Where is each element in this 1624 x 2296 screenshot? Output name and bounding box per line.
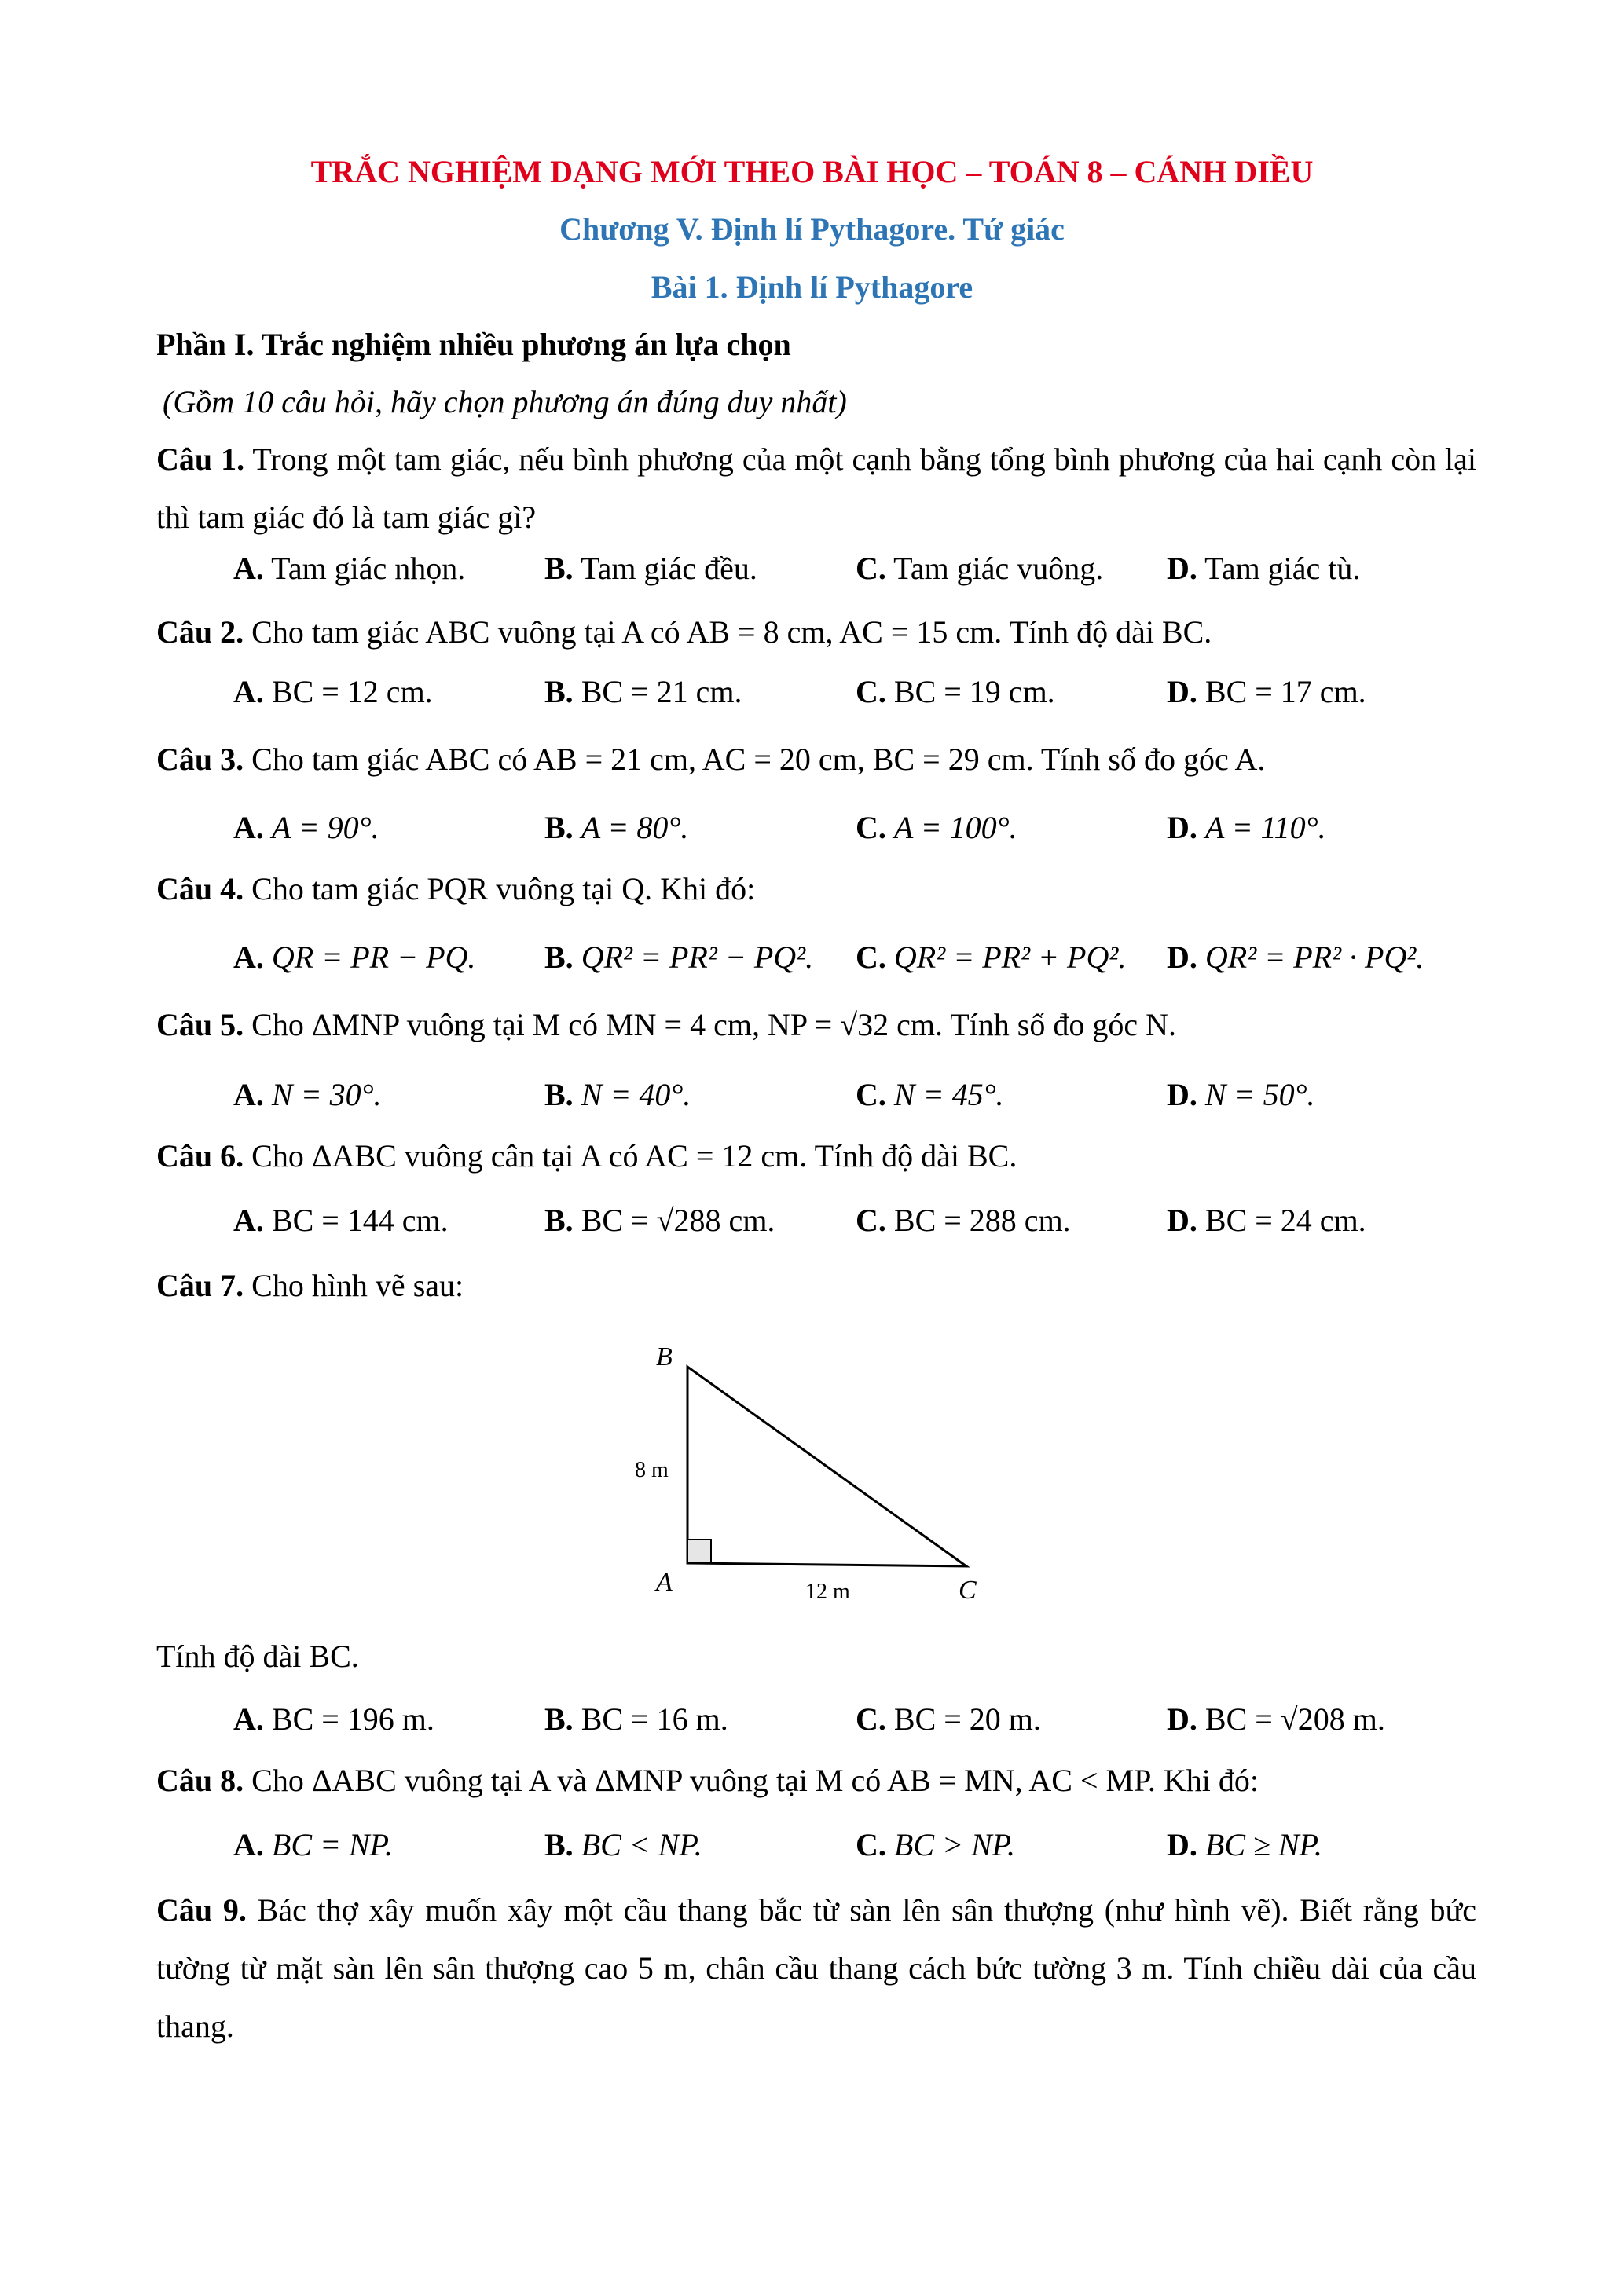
question-label: Câu 4.: [156, 871, 244, 906]
question-1-options: [233, 550, 1490, 597]
question-text: Cho tam giác PQR vuông tại Q. Khi đó:: [251, 871, 756, 906]
option-b: B. BC = 21 cm.: [544, 674, 742, 709]
option-d: D. A = 110°.: [1167, 810, 1326, 845]
side-ab-length: 8 m: [635, 1458, 669, 1482]
question-text: Trong một tam giác, nếu bình phương của một cạnh bằng tổng bình phương của hai cạnh còn lại thì tam giác đó là tam giác gì?: [156, 441, 1477, 535]
question-6-options: [233, 1202, 1490, 1249]
question-text: Cho ΔABC vuông cân tại A có AC = 12 cm. Tính độ dài BC.: [251, 1138, 1017, 1174]
option-d: D. BC = 24 cm.: [1167, 1203, 1366, 1238]
option-b: B. Tam giác đều.: [544, 551, 757, 586]
option-b: B. BC < NP.: [544, 1827, 702, 1862]
option-c: C. BC > NP.: [856, 1827, 1015, 1862]
question-3-options: [233, 809, 1490, 856]
part-heading: Phần I. Trắc nghiệm nhiều phương án lựa chọn: [156, 327, 791, 362]
option-c: C. QR² = PR² + PQ².: [856, 939, 1127, 975]
question-8-options: [233, 1826, 1490, 1873]
option-d: D. BC = √208 m.: [1167, 1701, 1385, 1737]
option-a: A. BC = 196 m.: [233, 1701, 434, 1737]
question-label: Câu 3.: [156, 742, 244, 777]
question-label: Câu 8.: [156, 1763, 244, 1798]
question-label: Câu 2.: [156, 614, 244, 650]
option-d: D. BC = 17 cm.: [1167, 674, 1366, 709]
vertex-b-label: B: [656, 1342, 673, 1371]
question-4: [156, 860, 1476, 918]
question-7-prompt: Tính độ dài BC.: [156, 1639, 359, 1674]
vertex-c-label: C: [959, 1576, 977, 1605]
triangle-abc: [687, 1367, 966, 1566]
option-d: D. N = 50°.: [1167, 1077, 1315, 1112]
chapter-title: Chương V. Định lí Pythagore. Tứ giác: [559, 211, 1065, 247]
question-label: Câu 9.: [156, 1892, 247, 1928]
option-b: B. BC = 16 m.: [544, 1701, 728, 1737]
question-5: [156, 996, 1476, 1054]
question-1: [156, 430, 1476, 547]
option-a: A. N = 30°.: [233, 1077, 382, 1112]
question-4-options: [233, 939, 1490, 986]
question-7-options: [233, 1701, 1490, 1748]
option-a: A. BC = 12 cm.: [233, 674, 433, 709]
document-title: TRẮC NGHIỆM DẠNG MỚI THEO BÀI HỌC – TOÁN 8 – CÁNH DIỀU: [310, 154, 1314, 189]
question-label: Câu 7.: [156, 1268, 244, 1303]
question-text: Cho tam giác ABC vuông tại A có AB = 8 cm, AC = 15 cm. Tính độ dài BC.: [251, 614, 1212, 650]
question-7: [156, 1257, 1476, 1315]
right-angle-mark: [687, 1540, 711, 1563]
option-a: A. BC = NP.: [233, 1827, 393, 1862]
vertex-a-label: A: [656, 1568, 673, 1597]
option-c: C. BC = 288 cm.: [856, 1203, 1071, 1238]
question-text: Cho hình vẽ sau:: [251, 1268, 464, 1303]
right-triangle-figure: [613, 1327, 1021, 1610]
question-5-options: [233, 1076, 1490, 1123]
question-text: Cho ΔMNP vuông tại M có MN = 4 cm, NP = √32 cm. Tính số đo góc N.: [251, 1007, 1176, 1042]
question-9: [156, 1881, 1476, 2056]
option-b: B. BC = √288 cm.: [544, 1203, 775, 1238]
option-a: A. A = 90°.: [233, 810, 379, 845]
option-b: B. A = 80°.: [544, 810, 689, 845]
option-d: D. BC ≥ NP.: [1167, 1827, 1322, 1862]
question-text: Cho ΔABC vuông tại A và ΔMNP vuông tại M có AB = MN, AC < MP. Khi đó:: [251, 1763, 1259, 1798]
part-instruction: (Gồm 10 câu hỏi, hãy chọn phương án đúng duy nhất): [163, 384, 847, 419]
question-label: Câu 6.: [156, 1138, 244, 1174]
question-2: [156, 603, 1476, 661]
question-6: [156, 1127, 1476, 1185]
option-d: D. QR² = PR² · PQ².: [1167, 939, 1424, 975]
option-b: B. N = 40°.: [544, 1077, 691, 1112]
question-3: [156, 731, 1476, 789]
lesson-title: Bài 1. Định lí Pythagore: [651, 269, 973, 305]
question-text: Bác thợ xây muốn xây một cầu thang bắc từ sàn lên sân thượng (như hình vẽ). Biết rằng bức tường từ mặt sàn lên sân thượng cao 5 m, chân cầu thang cách bức tường 3 m. Tính chiều dài của cầu thang.: [156, 1892, 1476, 2044]
option-c: C. A = 100°.: [856, 810, 1017, 845]
option-c: C. Tam giác vuông.: [856, 551, 1104, 586]
option-b: B. QR² = PR² − PQ².: [544, 939, 814, 975]
question-8: [156, 1752, 1476, 1810]
option-c: C. BC = 20 m.: [856, 1701, 1041, 1737]
question-label: Câu 1.: [156, 441, 245, 477]
option-a: A. BC = 144 cm.: [233, 1203, 449, 1238]
question-label: Câu 5.: [156, 1007, 244, 1042]
option-a: A. QR = PR − PQ.: [233, 939, 476, 975]
question-text: Cho tam giác ABC có AB = 21 cm, AC = 20 cm, BC = 29 cm. Tính số đo góc A.: [251, 742, 1266, 777]
option-c: C. BC = 19 cm.: [856, 674, 1055, 709]
question-2-options: [233, 673, 1490, 720]
side-ac-length: 12 m: [805, 1580, 850, 1604]
option-d: D. Tam giác tù.: [1167, 551, 1361, 586]
option-a: A. Tam giác nhọn.: [233, 551, 466, 586]
option-c: C. N = 45°.: [856, 1077, 1004, 1112]
